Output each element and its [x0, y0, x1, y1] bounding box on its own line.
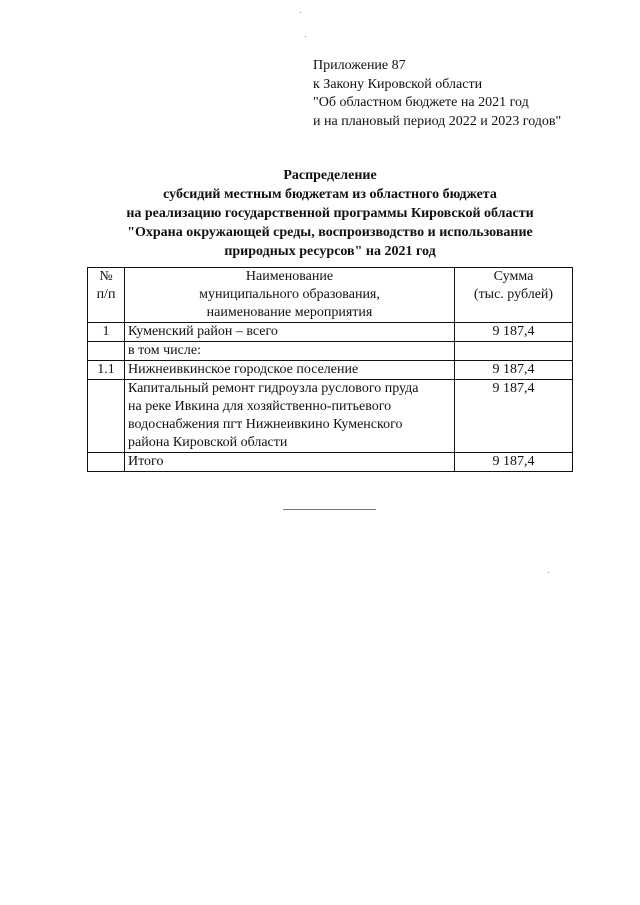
row-sum — [455, 342, 573, 361]
header-sum-line: Сумма — [493, 269, 534, 284]
scan-speck — [548, 572, 549, 573]
document-title — [0, 166, 640, 261]
row-name — [125, 342, 455, 361]
subsidy-table — [87, 267, 573, 472]
appendix-header — [313, 57, 561, 131]
header-name — [125, 268, 455, 323]
row-number — [88, 380, 125, 453]
scan-speck — [305, 36, 306, 37]
header-sum — [455, 268, 573, 323]
row-name — [125, 380, 455, 453]
table-row-total — [88, 453, 573, 472]
header-name-line: Наименование — [245, 269, 334, 284]
header-name-line: муниципального образования, — [199, 287, 380, 302]
table-row — [88, 323, 573, 342]
row-sum: 9 187,4 — [455, 453, 573, 472]
row-name-line: района Кировской области — [128, 435, 288, 450]
row-name-line: на реке Ивкина для хозяйственно-питьевого — [128, 399, 392, 414]
header-sum-line: (тыс. рублей) — [473, 287, 554, 302]
header-number-line: № — [99, 269, 113, 284]
title-line: субсидий местным бюджетам из областного бюджета — [163, 187, 497, 202]
row-sum: 9 187,4 — [455, 323, 573, 342]
row-number: 1.1 — [88, 361, 125, 380]
scan-speck — [300, 12, 301, 13]
header-number — [88, 268, 125, 323]
appendix-line: Приложение 87 — [313, 58, 406, 73]
header-number-line: п/п — [96, 287, 116, 302]
table-header-row — [88, 268, 573, 323]
table-row — [88, 361, 573, 380]
row-name-line: Куменский район – всего — [128, 324, 278, 339]
title-line: на реализацию государственной программы Кировской области — [126, 206, 534, 221]
row-number — [88, 342, 125, 361]
table-row — [88, 380, 573, 453]
appendix-line: к Закону Кировской области — [313, 76, 483, 92]
title-line: природных ресурсов" на 2021 год — [224, 244, 436, 259]
row-number: 1 — [88, 323, 125, 342]
row-sum: 9 187,4 — [455, 380, 573, 453]
row-name-line: Капитальный ремонт гидроузла руслового пруда — [128, 381, 419, 396]
row-name-line: водоснабжения пгт Нижнеивкино Куменского — [128, 417, 403, 432]
header-name-line: наименование мероприятия — [206, 305, 373, 320]
title-line: "Охрана окружающей среды, воспроизводство и использование — [127, 225, 533, 240]
appendix-line: и на плановый период 2022 и 2023 годов" — [313, 113, 562, 129]
appendix-line: "Об областном бюджете на 2021 год — [313, 95, 529, 110]
row-name-line: Нижнеивкинское городское поселение — [128, 362, 359, 377]
table-row — [88, 342, 573, 361]
end-rule — [283, 509, 376, 510]
row-name — [125, 453, 455, 472]
row-sum: 9 187,4 — [455, 361, 573, 380]
row-name-line: Итого — [128, 454, 164, 469]
row-name — [125, 361, 455, 380]
title-line: Распределение — [283, 168, 377, 183]
row-name — [125, 323, 455, 342]
row-number — [88, 453, 125, 472]
row-name-line: в том числе: — [128, 343, 201, 358]
